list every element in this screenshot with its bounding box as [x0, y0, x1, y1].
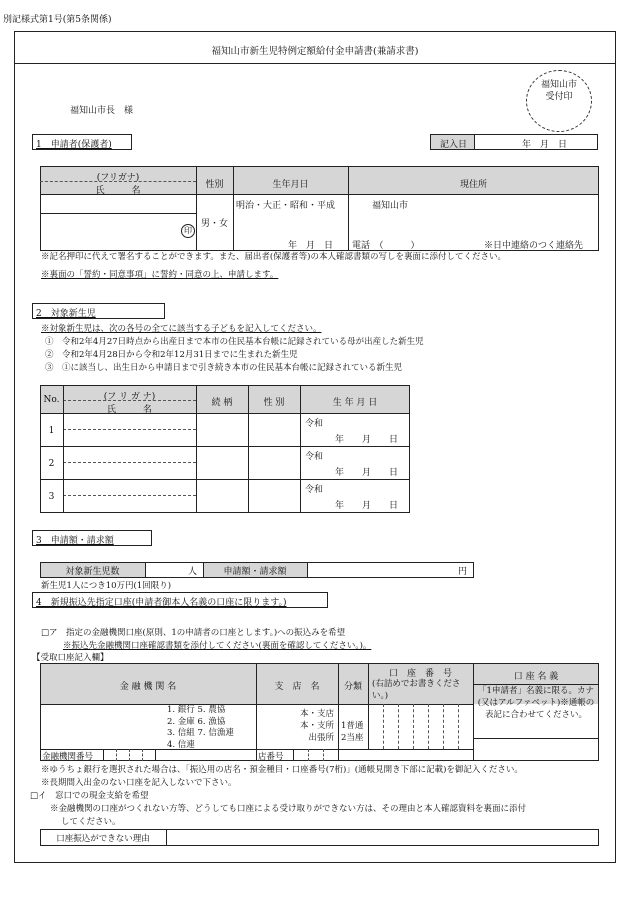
- date-value: 年 月 日: [522, 140, 568, 150]
- stamp-line-2: 受付印: [545, 92, 573, 102]
- applicant-era-options[interactable]: 明治・大正・昭和・平成: [236, 201, 336, 211]
- stamp-line-1: 福知山市: [540, 80, 577, 90]
- section2-note: ※対象新生児は、次の各号の全てに該当する子どもを記入してください。: [41, 324, 322, 334]
- date-label: 記入日: [439, 140, 467, 150]
- section2-heading-box: [32, 303, 165, 319]
- section4-heading-box: [32, 592, 328, 608]
- section2-item-1: ① 令和2年4月27日時点から出産日まで本市の住民基本台帳に記録されている母が出産した新生児: [45, 337, 424, 347]
- option-a-note: ※振込先金融機関口座確認書類を添付してください(裏面を確認してください。)。: [63, 641, 372, 651]
- account-title: 【受取口座記入欄】: [32, 653, 109, 663]
- branch-type-option: 本・支店: [299, 709, 334, 719]
- addressee: 福知山市長 様: [70, 106, 134, 116]
- option-i-checkbox[interactable]: □イ 窓口での現金支給を希望: [30, 791, 149, 801]
- form-title: 福知山市新生児特例定額給付金申請書(兼請求書): [211, 46, 419, 57]
- branch-code-input[interactable]: [294, 750, 337, 760]
- applicant-dob-ymd[interactable]: 年 月 日: [288, 241, 334, 251]
- account-number-input[interactable]: [370, 706, 472, 748]
- bank-type-options[interactable]: [167, 705, 234, 751]
- applicant-dob-header: 生年月日: [272, 180, 309, 190]
- section3-heading: 3 申請額・請求額: [36, 536, 114, 546]
- account-holder-input[interactable]: [476, 740, 596, 760]
- bank-type-option: 4. 信連: [167, 739, 195, 750]
- option-i-note-2: してください。: [61, 817, 121, 827]
- branch-code-label: 店番号: [258, 752, 284, 762]
- section2-item-2: ② 令和2年4月28日から令和2年12月31日までに生まれた新生児: [45, 350, 298, 360]
- section1-heading-box: [32, 134, 132, 150]
- account-number-header: 口 座 番 号: [388, 669, 452, 679]
- applicant-phone-note: ※日中連絡のつく連絡先: [484, 241, 584, 251]
- newborn-row-no: 3: [48, 492, 55, 502]
- applicant-furigana-input[interactable]: [43, 199, 193, 211]
- bank-code-input[interactable]: [104, 750, 154, 760]
- account-type-header: 分類: [343, 682, 362, 692]
- reception-stamp: [526, 70, 592, 132]
- amount-unit: 円: [458, 567, 468, 577]
- applicant-phone[interactable]: 電話 （ ）: [352, 241, 420, 251]
- section4-heading: 4 新規振込先指定口座(申請者御本人名義の口座に限ります。): [36, 598, 287, 608]
- applicant-address-header: 現住所: [459, 180, 487, 190]
- section1-note-1: ※記名押印に代えて署名することができます。また、届出者(保護者等)の本人確認書類の写しを裏面に添付してください。: [41, 252, 506, 262]
- form-number: 別記様式第1号(第5条関係): [3, 15, 112, 25]
- applicant-name-header: 氏 名: [95, 186, 141, 196]
- branch-type-option: 本・支所: [299, 721, 334, 731]
- newborn-count-label: 対象新生児数: [65, 567, 120, 577]
- newborn-era: 令和: [305, 419, 324, 429]
- reason-input[interactable]: [168, 831, 596, 844]
- newborn-relation-header: 続 柄: [211, 398, 233, 408]
- bank-type-option: 3. 信組 7. 信漁連: [167, 728, 234, 738]
- newborn-dob-ymd[interactable]: 年 月 日: [335, 435, 399, 445]
- newborn-row-no: 1: [48, 426, 55, 436]
- section2-heading: 2 対象新生児: [36, 309, 96, 319]
- applicant-name-input[interactable]: [43, 217, 193, 247]
- bank-name-header: 金 融 機 関 名: [119, 682, 177, 692]
- newborn-dob-ymd[interactable]: 年 月 日: [335, 468, 399, 478]
- applicant-sex-header: 性別: [205, 180, 224, 190]
- section2-item-3: ③ ①に該当し、出生日から申請日まで引き続き本市の住民基本台帳に記録されている新生児: [45, 363, 403, 373]
- option-i-note: ※金融機関の口座がつくれない方等、どうしても口座による受け取りができない方は、その理由と本人確認資料を裏面に添付: [50, 804, 527, 814]
- newborn-dob-ymd[interactable]: 年 月 日: [335, 501, 399, 511]
- option-a-checkbox[interactable]: □ア 指定の金融機関口座(原則、1の申請者の口座とします。)への振込みを希望: [41, 628, 346, 638]
- branch-name-header: 支 店 名: [274, 682, 320, 692]
- branch-type-options[interactable]: [290, 708, 334, 744]
- account-holder-note: 「1申請者」名義に限る。カナ(又はアルファベット)※通帳の表記に合わせてください。: [477, 686, 595, 720]
- section1-heading: 1 申請者(保護者): [36, 140, 112, 150]
- account-holder-header: 口 座 名 義: [513, 672, 559, 682]
- newborn-name-header: 氏 名: [106, 405, 152, 415]
- newborn-row-no: 2: [48, 459, 55, 469]
- account-number-note: (右詰めでお書きください。): [372, 679, 461, 701]
- bank-type-option: 1. 銀行 5. 農協: [167, 705, 226, 715]
- bank-type-option: 2. 金庫 6. 漁協: [167, 716, 226, 727]
- account-type-options[interactable]: [341, 720, 363, 744]
- applicant-city: 福知山市: [372, 201, 409, 211]
- applicant-sex-options[interactable]: 男・女: [200, 219, 228, 229]
- newborn-sex-header: 性 別: [263, 398, 285, 408]
- section3-note: 新生児1人につき10万円(1回限り): [41, 581, 172, 591]
- newborn-furigana-header: (フ リ ガ ナ): [103, 392, 156, 402]
- newborn-era: 令和: [305, 452, 324, 462]
- newborn-era: 令和: [305, 485, 324, 495]
- reason-label: 口座振込ができない理由: [56, 834, 150, 844]
- applicant-furigana-header: (フリガナ): [96, 173, 140, 183]
- account-type-option: 1普通: [341, 721, 364, 731]
- section3-heading-box: [32, 530, 152, 546]
- bank-name-input[interactable]: [42, 708, 162, 748]
- newborn-no-header: No.: [43, 395, 60, 405]
- amount-label: 申請額・請求額: [223, 567, 287, 577]
- date-label-cell: [430, 134, 475, 150]
- bank-code-label: 金融機関番号: [42, 752, 94, 762]
- account-type-option: 2当座: [341, 733, 364, 743]
- newborn-dob-header: 生 年 月 日: [332, 398, 378, 408]
- section1-note-2: ※裏面の「誓約・同意事項」に誓約・同意の上、申請します。: [41, 270, 279, 280]
- note-inactive-account: ※長期間入出金のない口座を記入しないで下さい。: [41, 778, 237, 788]
- seal-mark: 印: [181, 224, 195, 238]
- date-field[interactable]: [474, 134, 598, 150]
- note-yucho: ※ゆうちょ銀行を選択された場合は、「振込用の店名・預金種目・口座番号(7桁)」(通帳見開き下部に記載)を御記入ください。: [41, 765, 523, 775]
- newborn-count-unit: 人: [188, 567, 198, 577]
- branch-type-option: 出張所: [308, 733, 334, 743]
